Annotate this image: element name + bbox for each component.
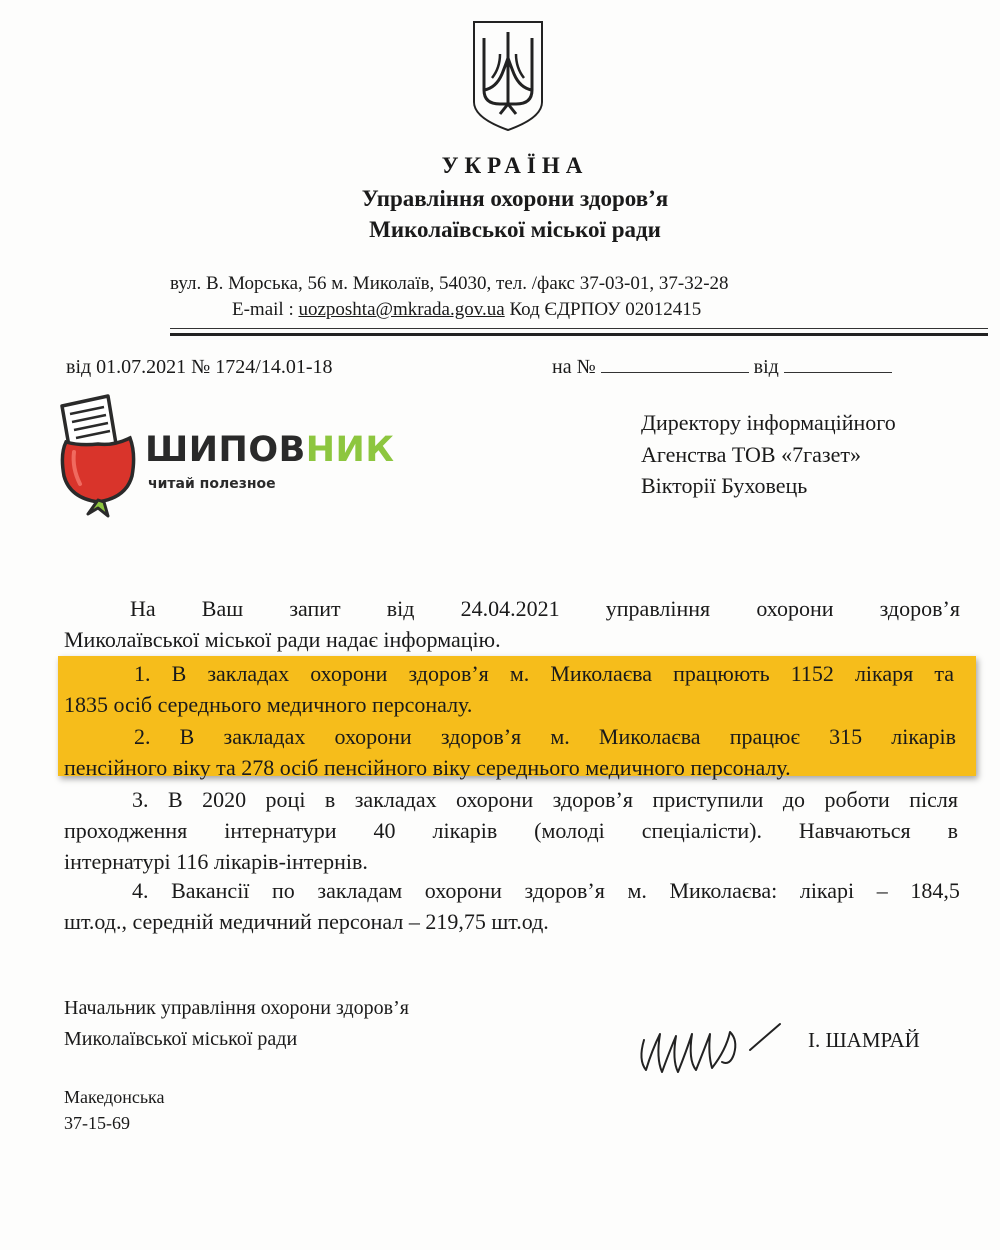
word: після — [909, 787, 958, 812]
word: закладах — [354, 787, 437, 812]
word: працюють — [673, 661, 770, 686]
word: здоров’я — [524, 878, 605, 903]
handwritten-signature — [630, 1010, 800, 1080]
logo-word-part2: НИК — [305, 430, 395, 470]
item-1-line-2: 1835 осіб середнього медичного персоналу. — [64, 692, 473, 717]
word: лікарів — [891, 724, 956, 749]
word: закладах — [207, 661, 290, 686]
incoming-number-label: на № — [552, 356, 596, 378]
word: в — [947, 818, 958, 843]
word: Миколаєва: — [669, 878, 778, 903]
word: 184,5 — [910, 878, 960, 903]
word: (молоді — [534, 818, 605, 843]
word: році — [265, 787, 306, 812]
signatory-title-line-2: Миколаївської міської ради — [64, 1028, 298, 1050]
organization-name: Управління охорони здоров’я — [361, 186, 669, 211]
word: 2. — [134, 724, 151, 749]
addressee-line-2: Агенства ТОВ «7газет» — [641, 442, 861, 467]
word: м. — [550, 724, 570, 749]
header-divider-thin — [170, 328, 988, 329]
contact-line — [232, 299, 701, 321]
addressee-line-1: Директору інформаційного — [641, 410, 896, 435]
incoming-number-blank — [601, 356, 749, 373]
country-heading: УКРАЇНА — [441, 153, 589, 178]
word: від — [386, 596, 415, 621]
word: здоров’я — [879, 596, 960, 621]
word: проходження — [64, 818, 188, 843]
word: до — [782, 787, 806, 812]
word: в — [324, 787, 336, 812]
word: охорони — [310, 661, 388, 686]
intro-line-2: Миколаївської міської ради надає інформацію. — [64, 627, 501, 652]
word: 1. — [134, 661, 151, 686]
word: 315 — [829, 724, 863, 749]
item-2-line-1 — [134, 724, 956, 750]
email-link[interactable]: uozposhta@mkrada.gov.ua — [298, 299, 505, 320]
item-3-line-3: інтернатурі 116 лікарів-інтернів. — [64, 849, 368, 874]
item-4-line-2: шт.од., середній медичний персонал – 219,75 шт.од. — [64, 909, 549, 934]
executor-name: Македонська — [64, 1087, 165, 1107]
word: приступили — [652, 787, 764, 812]
item-3-line-2 — [64, 818, 958, 844]
logo-word-part1: ШИПОВ — [145, 430, 306, 470]
word: 4. — [132, 878, 149, 903]
item-4-line-1 — [132, 878, 960, 904]
incoming-reference — [552, 356, 892, 379]
word: закладах — [223, 724, 306, 749]
word: та — [934, 661, 954, 686]
intro-line-1 — [130, 596, 960, 622]
word: В — [179, 724, 195, 749]
address-line: вул. В. Морська, 56 м. Миколаїв, 54030, тел. /факс 37-03-01, 37-32-28 — [170, 273, 729, 294]
word: 2020 — [202, 787, 247, 812]
word: роботи — [824, 787, 890, 812]
word: лікарі — [799, 878, 855, 903]
word: м. — [627, 878, 647, 903]
word: здоров’я — [408, 661, 489, 686]
executor-phone: 37-15-69 — [64, 1113, 130, 1133]
signatory-title-line-1: Начальник управління охорони здоров’я — [64, 997, 409, 1019]
word: закладам — [317, 878, 403, 903]
word: охорони — [456, 787, 534, 812]
item-3-line-1 — [132, 787, 958, 813]
word: управління — [605, 596, 711, 621]
word: – — [876, 878, 888, 903]
incoming-date-label: від — [753, 356, 779, 378]
signatory-name: І. ШАМРАЙ — [808, 1028, 920, 1052]
word: інтернатури — [224, 818, 337, 843]
word: охорони — [424, 878, 502, 903]
word: охорони — [334, 724, 412, 749]
word: здоров’я — [440, 724, 522, 749]
logo-tagline: читай полезное — [148, 476, 276, 492]
word: Вакансії — [171, 878, 250, 903]
word: Ваш — [201, 596, 244, 621]
word: В — [167, 787, 183, 812]
word: по — [272, 878, 295, 903]
header-divider-thick — [170, 333, 988, 336]
word: Навчаються — [798, 818, 911, 843]
word: лікаря — [854, 661, 914, 686]
incoming-date-blank — [784, 356, 892, 373]
word: 1152 — [790, 661, 834, 686]
word: 40 — [373, 818, 396, 843]
edrpou-code: Код ЄДРПОУ 02012415 — [504, 299, 702, 320]
word: запит — [289, 596, 341, 621]
word: Миколаєва — [550, 661, 653, 686]
rosehip-newspaper-icon — [54, 392, 142, 520]
organization-council: Миколаївської міської ради — [369, 217, 661, 242]
word: лікарів — [432, 818, 498, 843]
outgoing-reference: від 01.07.2021 № 1724/14.01-18 — [66, 356, 333, 378]
item-2-line-2: пенсійного віку та 278 осіб пенсійного віку середнього медичного персоналу. — [64, 755, 791, 780]
word: м. — [509, 661, 530, 686]
word: охорони — [756, 596, 834, 621]
addressee-line-3: Вікторії Буховець — [641, 473, 808, 498]
logo-wordmark — [145, 430, 395, 470]
word: здоров’я — [552, 787, 633, 812]
item-1-line-1 — [134, 661, 954, 687]
word: На — [130, 596, 156, 621]
word: 24.04.2021 — [460, 596, 560, 621]
word: 3. — [132, 787, 149, 812]
coat-of-arms-icon — [470, 18, 546, 134]
email-label: E-mail : — [232, 299, 299, 320]
word: працює — [729, 724, 800, 749]
word: Миколаєва — [598, 724, 701, 749]
word: спеціалісти). — [641, 818, 762, 843]
word: В — [171, 661, 187, 686]
